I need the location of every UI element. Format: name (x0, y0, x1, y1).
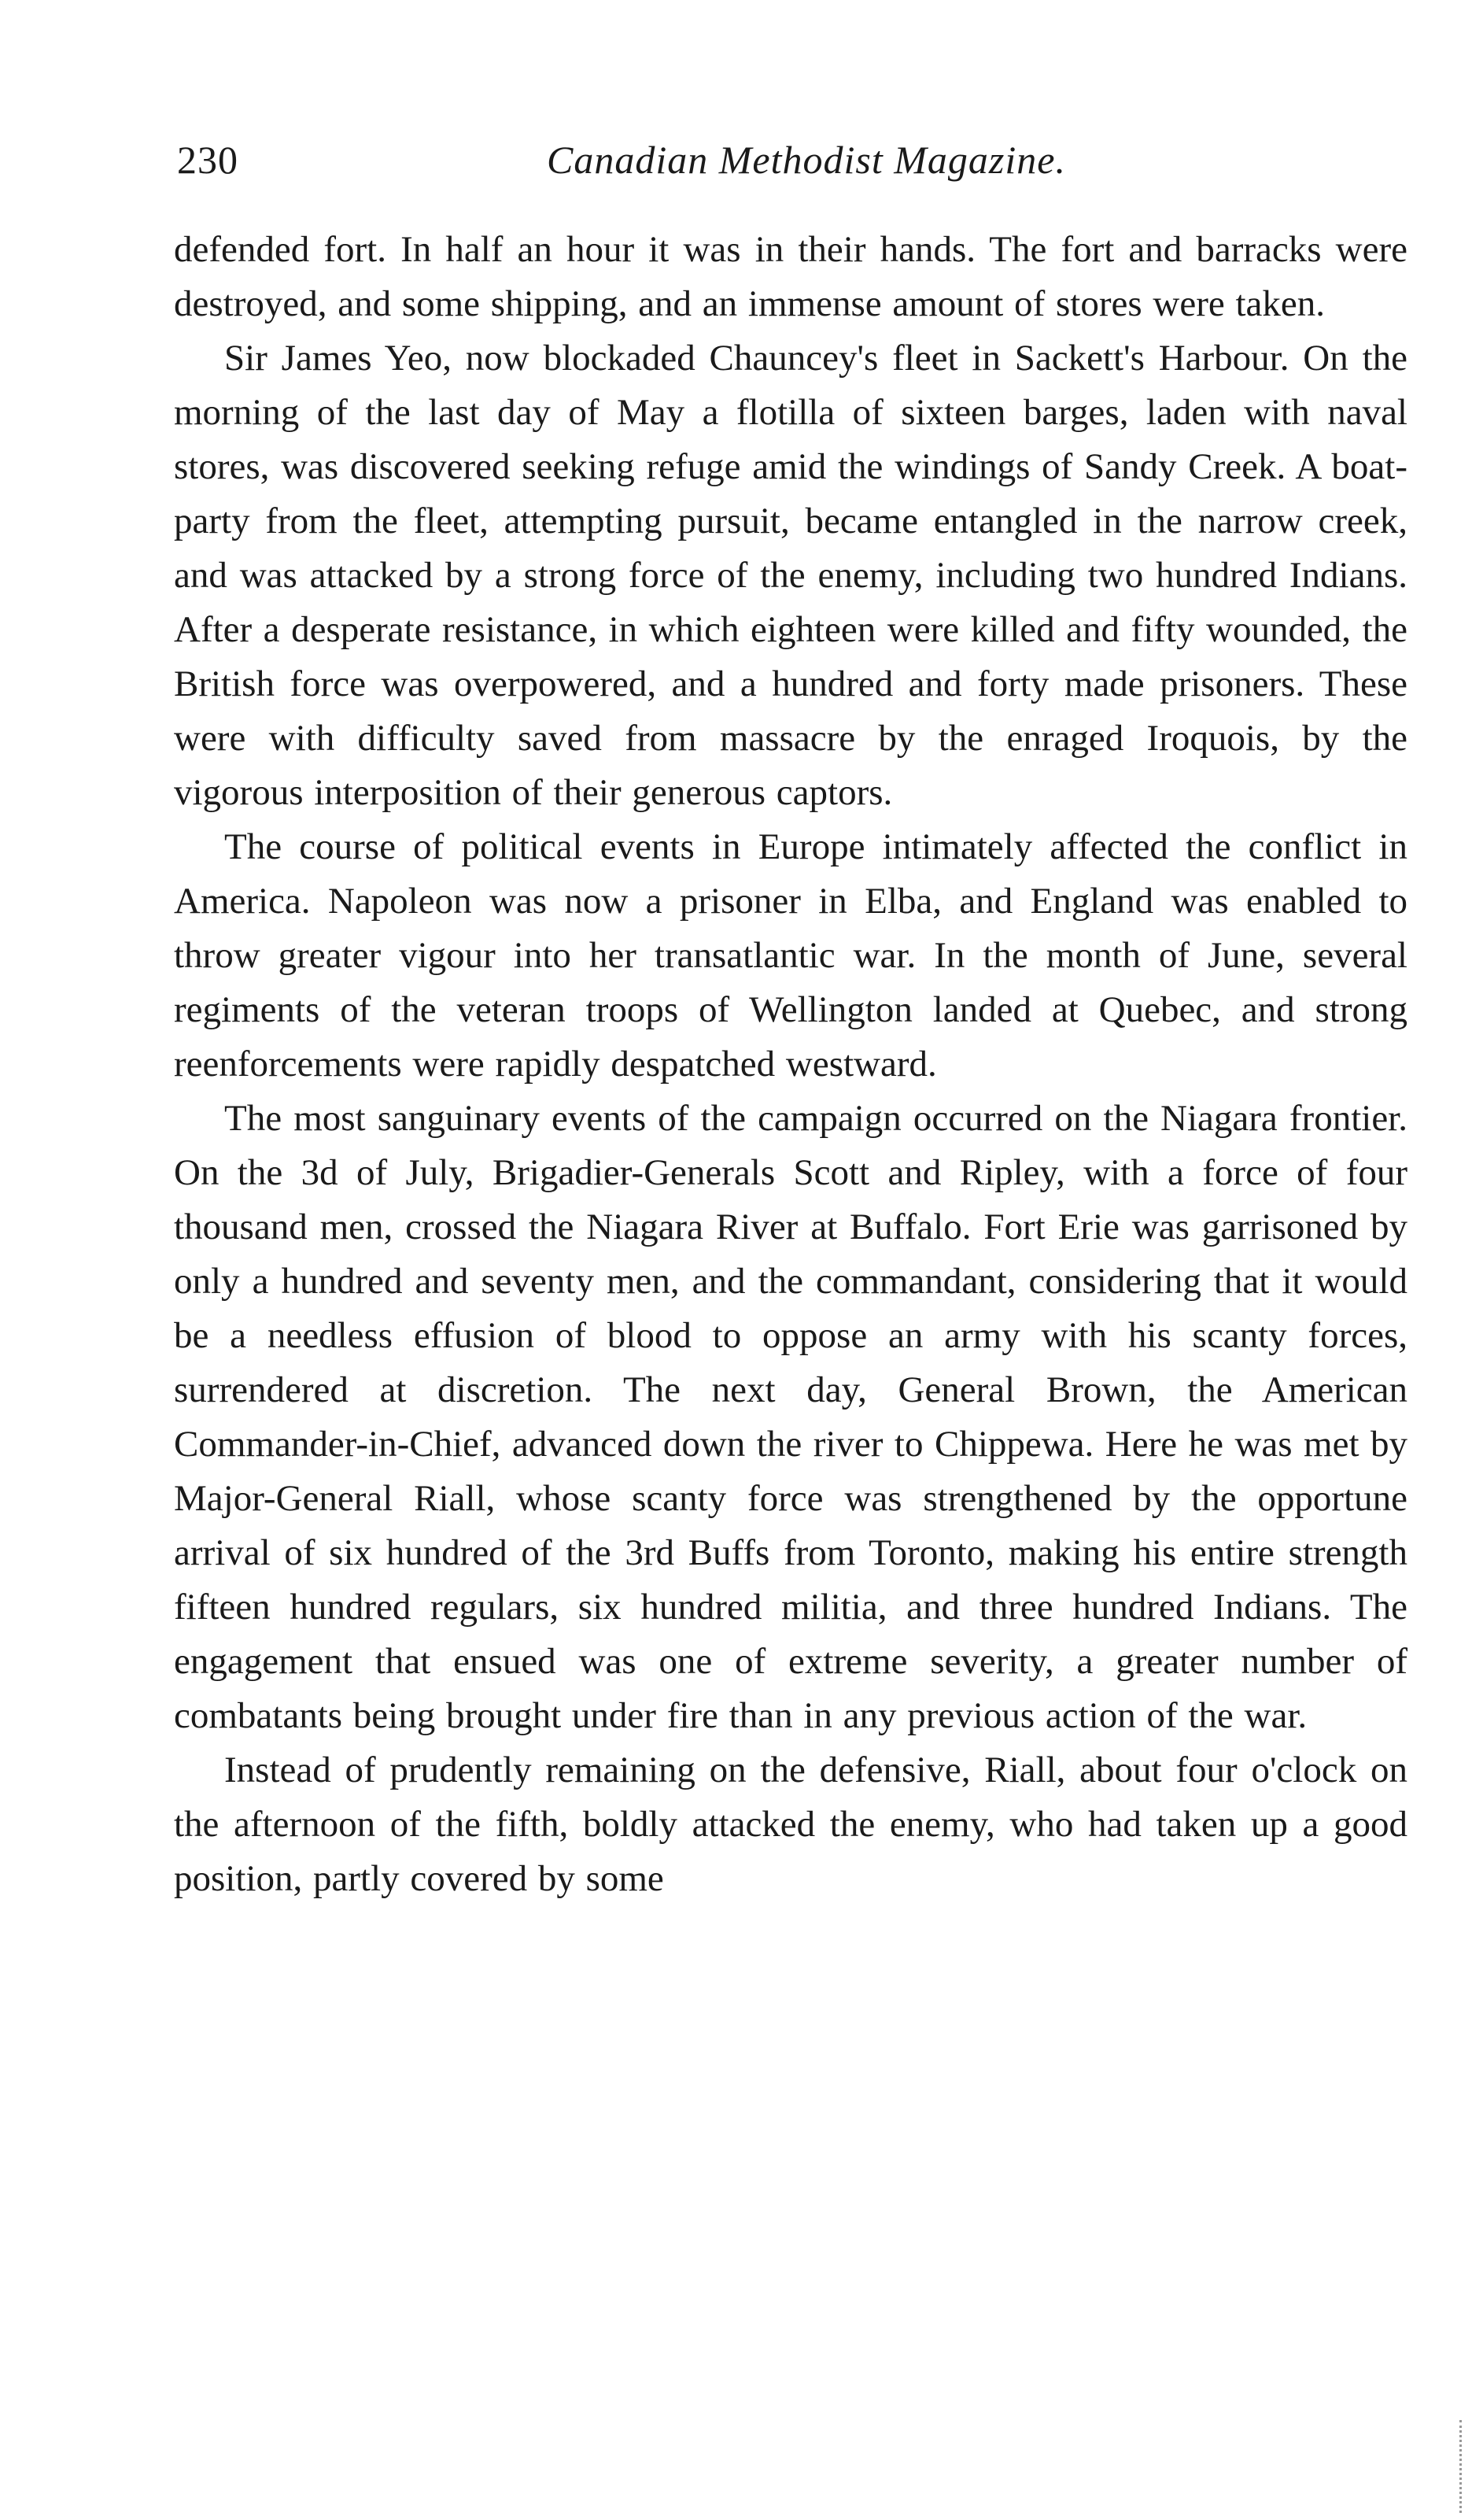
body-text (174, 223, 1407, 1906)
paragraph: The course of political events in Europe intimately affected the conflict in America. Napoleon was now a prisoner in Elba, and England was enabled to throw greater vigour into her transatlantic war. In the month of June, several regiments of the veteran troops of Wellington landed at Quebec, and strong reenforcements were rapidly despatched westward. (174, 826, 1407, 1084)
running-title: Canadian Methodist Magazine. (547, 138, 1066, 182)
paragraph: The most sanguinary events of the campaign occurred on the Niagara frontier. On the 3d of July, Brigadier-Generals Scott and Ripley, with a force of four thousand men, crossed the Niagara River at Buffalo. Fort Erie was garrisoned by only a hundred and seventy men, and the commandant, considering that it would be a needless effusion of blood to oppose an army with his scanty forces, surrendered at discretion. The next day, General Brown, the American Commander-in-Chief, advanced down the river to Chippewa. Here he was met by Major-General Riall, whose scanty force was strengthened by the opportune arrival of six hundred of the 3rd Buffs from Toronto, making his entire strength fifteen hundred regulars, six hundred militia, and three hundred Indians. The engagement that ensued was one of extreme severity, a greater number of combatants being brought under fire than in any previous action of the war. (174, 1098, 1407, 1736)
paragraph: Instead of prudently remaining on the defensive, Riall, about four o'clock on the afternoon of the fifth, boldly attacked the enemy, who had taken up a good position, partly covered by some (174, 1750, 1407, 1899)
page-edge-marks (1459, 2420, 1466, 2513)
page-header (177, 132, 1404, 187)
paragraph: Sir James Yeo, now blockaded Chauncey's fleet in Sackett's Harbour. On the morning of the last day of May a flotilla of sixteen barges, laden with naval stores, was discovered seeking refuge amid the windings of Sandy Creek. A boat-party from the fleet, attempting pursuit, became entangled in the narrow creek, and was attacked by a strong force of the enemy, including two hundred Indians. After a desperate resistance, in which eighteen were killed and fifty wounded, the British force was overpowered, and a hundred and forty made prisoners. These were with difficulty saved from massacre by the enraged Iroquois, by the vigorous interposition of their generous captors. (174, 338, 1407, 813)
paragraph-continued: defended fort. In half an hour it was in their hands. The fort and barracks were destroyed, and some shipping, and an immense amount of stores were taken. (174, 229, 1407, 324)
page-number: 230 (177, 138, 238, 182)
